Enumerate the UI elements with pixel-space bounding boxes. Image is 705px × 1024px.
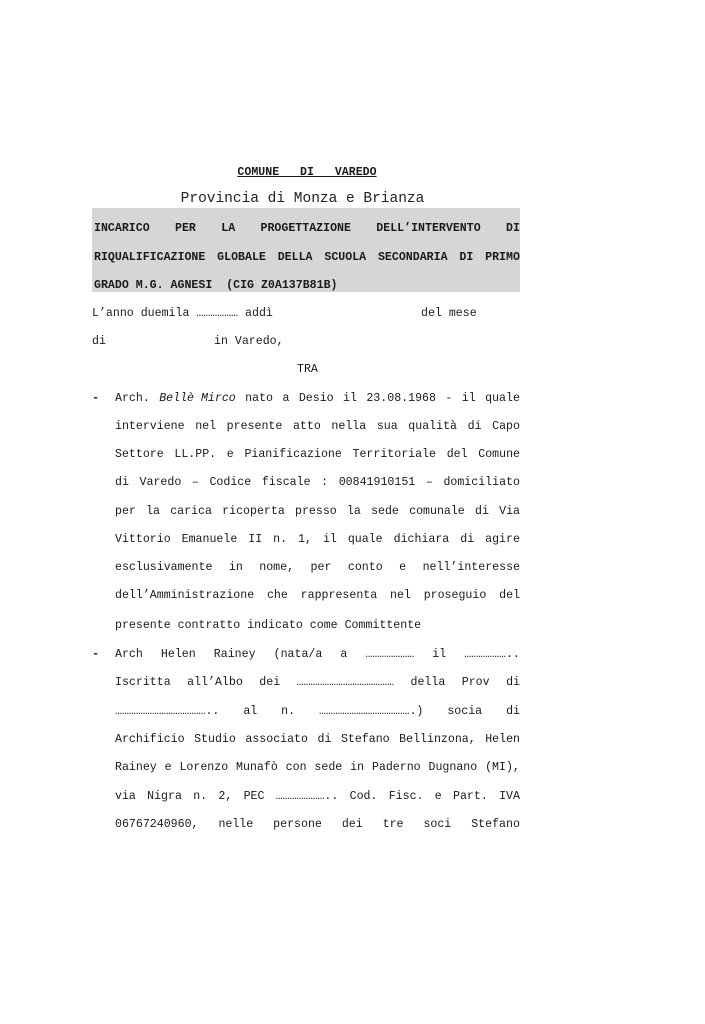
varedo-label: in Varedo, bbox=[214, 335, 284, 348]
comune-title: COMUNE DI VAREDO bbox=[237, 166, 377, 179]
party1-title: Arch. bbox=[115, 392, 150, 405]
party1-word: Territoriale bbox=[352, 448, 437, 462]
party1-word: nella bbox=[331, 420, 367, 433]
subject-line-3: GRADO M.G. AGNESI (CIG Z0A137B81B) bbox=[94, 279, 338, 292]
party1-word: – bbox=[425, 476, 433, 490]
party1-word: interviene bbox=[115, 420, 185, 433]
party1-word: : bbox=[321, 476, 329, 490]
party1-word: Varedo bbox=[139, 476, 182, 490]
bullet-1: - bbox=[92, 391, 100, 405]
anno-label: L’anno duemila ……………… addì bbox=[92, 307, 273, 320]
subject-word: PROGETTAZIONE bbox=[260, 222, 351, 235]
party1-word: Via bbox=[499, 504, 520, 518]
party2-word: IVA bbox=[499, 789, 520, 803]
party1-word: quale bbox=[347, 532, 383, 546]
party1-word: nato bbox=[245, 392, 274, 405]
party1-word: nel bbox=[195, 420, 217, 433]
party2-word: soci bbox=[423, 817, 452, 831]
party2-word: Fisc. bbox=[388, 789, 424, 803]
party2-line bbox=[115, 733, 520, 746]
party1-word: del bbox=[499, 589, 520, 603]
party2-word: (MI), bbox=[485, 761, 520, 775]
subject-word: SCUOLA bbox=[324, 251, 367, 264]
party2-word: in bbox=[350, 761, 365, 775]
party1-line bbox=[115, 533, 520, 546]
party2-word: il bbox=[432, 648, 447, 661]
party1-name: Bellè Mirco bbox=[159, 392, 236, 405]
party1-word: 23.08.1968 bbox=[366, 392, 436, 405]
party2-word: e bbox=[434, 789, 442, 803]
party1-word: che bbox=[266, 589, 288, 603]
party2-line bbox=[115, 705, 520, 718]
party1-last-line: presente contratto indicato come Committente bbox=[115, 619, 422, 632]
party2-word: Cod. bbox=[349, 789, 378, 803]
party2-word: socia bbox=[447, 704, 483, 718]
party2-word: e bbox=[164, 761, 172, 775]
party1-word: e bbox=[226, 448, 234, 462]
party1-word: di bbox=[474, 504, 489, 518]
party1-word: Comune bbox=[478, 448, 520, 462]
party2-word: n. bbox=[281, 704, 296, 718]
party2-word: dei bbox=[341, 817, 363, 831]
party1-word: il bbox=[322, 532, 337, 546]
party1-line bbox=[115, 476, 520, 489]
party2-word: a bbox=[340, 648, 348, 661]
party1-line bbox=[115, 448, 520, 461]
party2-word: Part. bbox=[453, 789, 488, 803]
subject-word: RIQUALIFICAZIONE bbox=[94, 251, 206, 264]
party2-word: di bbox=[506, 676, 520, 690]
party2-word: con bbox=[285, 761, 307, 775]
party1-word: nell’interesse bbox=[422, 561, 520, 574]
bullet-2: - bbox=[92, 647, 100, 661]
party1-word: n. bbox=[273, 532, 288, 546]
party2-line bbox=[115, 676, 520, 689]
party2-word: Helen bbox=[485, 732, 520, 746]
party1-word: Desio bbox=[298, 392, 334, 405]
party2-word: ………………………………….. bbox=[115, 704, 220, 718]
party2-word: Rainey bbox=[213, 648, 256, 661]
party1-word: la bbox=[146, 504, 160, 518]
party1-word: qualità bbox=[408, 420, 457, 433]
party2-word: di bbox=[317, 732, 332, 746]
party1-word: Settore bbox=[115, 448, 164, 462]
party1-word: il bbox=[461, 392, 476, 405]
party1-line bbox=[115, 589, 520, 602]
party2-word: all’Albo bbox=[187, 676, 243, 690]
party1-word: Vittorio bbox=[115, 532, 171, 546]
party2-word: 2, bbox=[218, 789, 233, 803]
party2-word: Prov bbox=[461, 676, 490, 690]
party1-word: Codice bbox=[209, 476, 252, 490]
party2-word: Stefano bbox=[340, 732, 390, 746]
party2-word: …………………………………… bbox=[296, 676, 395, 690]
subject-word: GLOBALE bbox=[217, 251, 266, 264]
party1-word: di bbox=[460, 532, 475, 546]
party1-word: sua bbox=[376, 420, 398, 433]
party1-word: rappresenta bbox=[300, 589, 378, 603]
subject-word: DELL’INTERVENTO bbox=[376, 222, 481, 235]
party2-word: Paderno bbox=[371, 761, 421, 775]
party2-word: ………………… bbox=[365, 648, 415, 661]
party2-word: Arch bbox=[115, 648, 143, 661]
party2-word: sede bbox=[314, 761, 343, 775]
provincia-subtitle: Provincia di Monza e Brianza bbox=[180, 191, 425, 207]
party2-word: nelle bbox=[218, 817, 254, 831]
party1-word: 1, bbox=[298, 532, 312, 546]
party2-word: Stefano bbox=[471, 817, 520, 831]
party2-word: della bbox=[410, 676, 446, 690]
party1-word: 00841910151 bbox=[338, 476, 416, 490]
party1-word: – bbox=[191, 476, 199, 490]
party2-word: tre bbox=[382, 817, 404, 831]
party2-word: dei bbox=[259, 676, 281, 690]
party1-word: per bbox=[310, 561, 332, 574]
di-label: di bbox=[92, 335, 106, 348]
party1-word: nel bbox=[390, 589, 411, 603]
party2-word: Rainey bbox=[115, 761, 157, 775]
party2-word: persone bbox=[273, 817, 322, 831]
subject-word: DI bbox=[459, 251, 474, 264]
party2-word: Nigra bbox=[147, 789, 182, 803]
party2-word: ………………………………….) bbox=[319, 704, 424, 718]
subject-word: LA bbox=[221, 222, 236, 235]
subject-line-1 bbox=[94, 222, 520, 235]
party1-word: del bbox=[446, 448, 468, 462]
subject-word: PRIMO bbox=[485, 251, 520, 264]
party2-word: n. bbox=[193, 789, 208, 803]
party2-word: al bbox=[243, 704, 258, 718]
party1-word: presso bbox=[294, 504, 337, 518]
party2-word: Munafò bbox=[236, 761, 278, 775]
party1-line bbox=[115, 420, 520, 433]
subject-word: PER bbox=[175, 222, 196, 235]
party1-word: di bbox=[115, 476, 129, 490]
party1-word: ricoperta bbox=[222, 504, 285, 518]
party2-word: Archificio bbox=[115, 732, 185, 746]
party2-line bbox=[115, 818, 520, 831]
party1-word: il bbox=[343, 392, 357, 405]
mese-label: del mese bbox=[421, 307, 477, 320]
party1-word: dell’Amministrazione bbox=[115, 589, 255, 603]
party2-line bbox=[115, 761, 520, 774]
party2-word: Lorenzo bbox=[179, 761, 229, 775]
tra-label: TRA bbox=[297, 363, 318, 376]
party2-word: (nata/a bbox=[273, 648, 323, 661]
party1-word: Capo bbox=[492, 420, 520, 433]
party1-word: domiciliato bbox=[443, 476, 520, 490]
party1-word: per bbox=[115, 504, 136, 518]
party1-word: sede bbox=[371, 504, 399, 518]
party1-word: comunale bbox=[409, 504, 465, 518]
party1-word: esclusivamente bbox=[115, 561, 213, 574]
party2-word: via bbox=[115, 789, 136, 803]
party1-word: agire bbox=[485, 532, 520, 546]
party1-word: - bbox=[445, 392, 453, 405]
party1-word: carica bbox=[170, 504, 212, 518]
party1-word: LL.PP. bbox=[174, 448, 217, 462]
subject-line-2 bbox=[94, 251, 520, 264]
party1-word: quale bbox=[485, 392, 520, 405]
party2-word: 06767240960, bbox=[115, 817, 199, 831]
party2-line bbox=[115, 648, 520, 661]
party2-word: Iscritta bbox=[115, 676, 171, 690]
party1-line bbox=[115, 561, 520, 574]
party1-word: di bbox=[467, 420, 482, 433]
party2-word: ……………….. bbox=[464, 648, 520, 661]
subject-word: DELLA bbox=[277, 251, 313, 264]
party1-word: presente bbox=[226, 420, 283, 433]
party1-word: Pianificazione bbox=[244, 448, 342, 462]
party1-word: fiscale bbox=[261, 476, 311, 490]
subject-word: INCARICO bbox=[94, 222, 150, 235]
party1-word: in bbox=[228, 561, 243, 574]
party1-word: II bbox=[248, 532, 263, 546]
party2-word: Studio bbox=[194, 732, 236, 746]
party2-word: PEC bbox=[243, 789, 265, 803]
party2-word: ………………….. bbox=[275, 789, 339, 803]
party1-word: Emanuele bbox=[181, 532, 238, 546]
party1-line bbox=[115, 505, 520, 518]
subject-word: SECONDARIA bbox=[377, 251, 448, 264]
party2-word: Bellinzona, bbox=[399, 732, 476, 746]
party1-word: nome, bbox=[259, 561, 295, 574]
party1-word: conto bbox=[347, 561, 383, 574]
party1-word: la bbox=[346, 504, 361, 518]
party1-word: a bbox=[282, 392, 290, 405]
party1-line-1 bbox=[115, 392, 520, 405]
party1-word: e bbox=[399, 561, 407, 574]
party1-word: proseguio bbox=[423, 589, 487, 603]
subject-word: DI bbox=[506, 222, 520, 235]
party2-line bbox=[115, 790, 520, 803]
party2-word: Dugnano bbox=[428, 761, 478, 775]
party1-word: atto bbox=[292, 420, 321, 433]
party1-word: dichiara bbox=[393, 532, 450, 546]
party2-word: di bbox=[506, 704, 520, 718]
party2-word: associato bbox=[245, 732, 308, 746]
party2-word: Helen bbox=[160, 648, 196, 661]
